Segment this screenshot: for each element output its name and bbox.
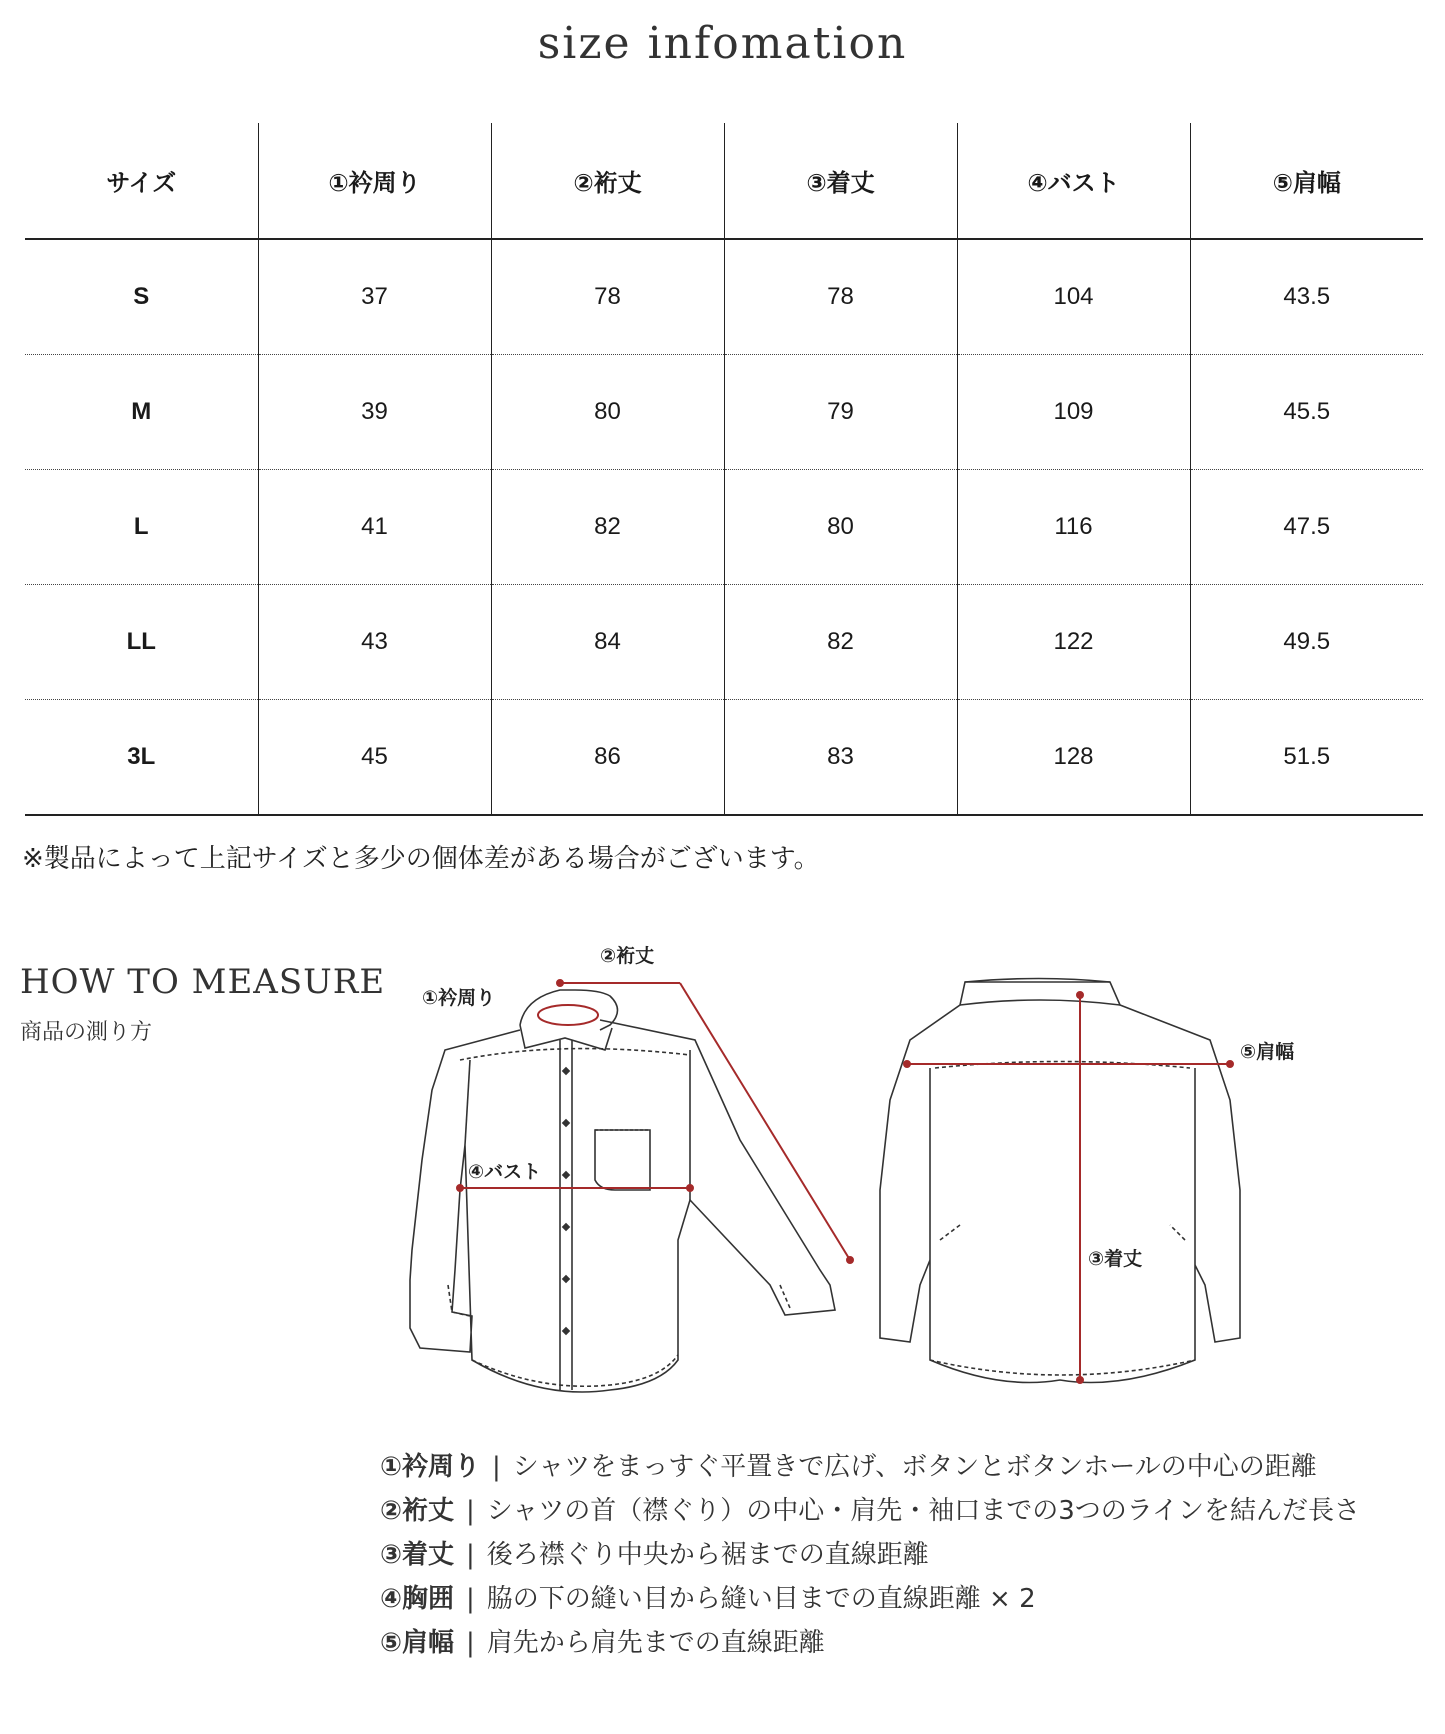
table-row: [25, 470, 1423, 585]
shirt-front-illustration: [410, 990, 835, 1392]
table-row: [25, 239, 1423, 355]
how-to-measure-title: HOW TO MEASURE: [20, 962, 386, 1002]
table-cell: 45.5: [1190, 355, 1423, 470]
table-cell: 116: [957, 470, 1190, 585]
table-cell: 83: [724, 700, 957, 816]
column-header-sleeve: ②裄丈: [491, 123, 724, 239]
label-bust: ④バスト: [468, 1161, 542, 1183]
table-cell: 79: [724, 355, 957, 470]
table-header-row: [25, 123, 1423, 239]
table-cell: 43: [258, 585, 491, 700]
table-row: [25, 700, 1423, 816]
legend-description: 肩先から肩先までの直線距離: [486, 1628, 825, 1658]
legend-item: ④胸囲 | 脇の下の縫い目から縫い目までの直線距離 × 2: [380, 1584, 1036, 1614]
front-buttons: [562, 1067, 570, 1335]
legend-description: シャツをまっすぐ平置きで広げ、ボタンとボタンホールの中心の距離: [512, 1452, 1317, 1482]
size-cell: S: [25, 239, 258, 355]
table-cell: 43.5: [1190, 239, 1423, 355]
table-cell: 78: [491, 239, 724, 355]
table-cell: 78: [724, 239, 957, 355]
table-cell: 84: [491, 585, 724, 700]
legend-description: 脇の下の縫い目から縫い目までの直線距離 × 2: [486, 1584, 1036, 1614]
table-cell: 45: [258, 700, 491, 816]
legend-description: シャツの首（襟ぐり）の中心・肩先・袖口までの3つのラインを結んだ長さ: [486, 1496, 1361, 1526]
shirt-measurement-diagram: [360, 940, 1400, 1420]
size-cell: L: [25, 470, 258, 585]
size-cell: 3L: [25, 700, 258, 816]
size-cell: LL: [25, 585, 258, 700]
legend-label: ①衿周り: [380, 1452, 481, 1482]
table-row: [25, 585, 1423, 700]
label-sleeve: ②裄丈: [600, 945, 655, 967]
column-header-collar: ①衿周り: [258, 123, 491, 239]
size-variance-note: ※製品によって上記サイズと多少の個体差がある場合がございます。: [22, 844, 820, 874]
table-cell: 51.5: [1190, 700, 1423, 816]
table-cell: 109: [957, 355, 1190, 470]
table-cell: 37: [258, 239, 491, 355]
legend-label: ②裄丈: [380, 1496, 455, 1526]
column-header-length: ③着丈: [724, 123, 957, 239]
legend-item: ③着丈 | 後ろ襟ぐり中央から裾までの直線距離: [380, 1540, 929, 1570]
legend-item: ②裄丈 | シャツの首（襟ぐり）の中心・肩先・袖口までの3つのラインを結んだ長さ: [380, 1496, 1361, 1526]
legend-description: 後ろ襟ぐり中央から裾までの直線距離: [486, 1540, 929, 1570]
table-cell: 82: [491, 470, 724, 585]
legend-label: ⑤肩幅: [380, 1628, 455, 1658]
table-cell: 122: [957, 585, 1190, 700]
table-cell: 41: [258, 470, 491, 585]
table-cell: 80: [491, 355, 724, 470]
size-table: [25, 123, 1423, 816]
table-row: [25, 355, 1423, 470]
legend-label: ④胸囲: [380, 1584, 455, 1614]
table-cell: 39: [258, 355, 491, 470]
column-header-shoulder: ⑤肩幅: [1190, 123, 1423, 239]
column-header-bust: ④バスト: [957, 123, 1190, 239]
table-cell: 49.5: [1190, 585, 1423, 700]
table-cell: 104: [957, 239, 1190, 355]
measurement-lines-back: [904, 992, 1233, 1383]
column-header-size: サイズ: [25, 123, 258, 239]
label-collar: ①衿周り: [422, 987, 496, 1009]
legend-item: ①衿周り | シャツをまっすぐ平置きで広げ、ボタンとボタンホールの中心の距離: [380, 1452, 1317, 1482]
table-cell: 128: [957, 700, 1190, 816]
legend-item: ⑤肩幅 | 肩先から肩先までの直線距離: [380, 1628, 825, 1658]
table-cell: 80: [724, 470, 957, 585]
label-length: ③着丈: [1088, 1248, 1143, 1270]
measurement-legend: [380, 1445, 1360, 1665]
table-cell: 86: [491, 700, 724, 816]
measurement-lines-front: [457, 980, 853, 1263]
size-cell: M: [25, 355, 258, 470]
shirt-back-illustration: [880, 979, 1240, 1383]
how-to-measure-subtitle: 商品の測り方: [20, 1020, 153, 1045]
table-cell: 82: [724, 585, 957, 700]
page-title: size infomation: [537, 18, 908, 69]
label-shoulder: ⑤肩幅: [1240, 1041, 1295, 1063]
legend-label: ③着丈: [380, 1540, 455, 1570]
table-cell: 47.5: [1190, 470, 1423, 585]
